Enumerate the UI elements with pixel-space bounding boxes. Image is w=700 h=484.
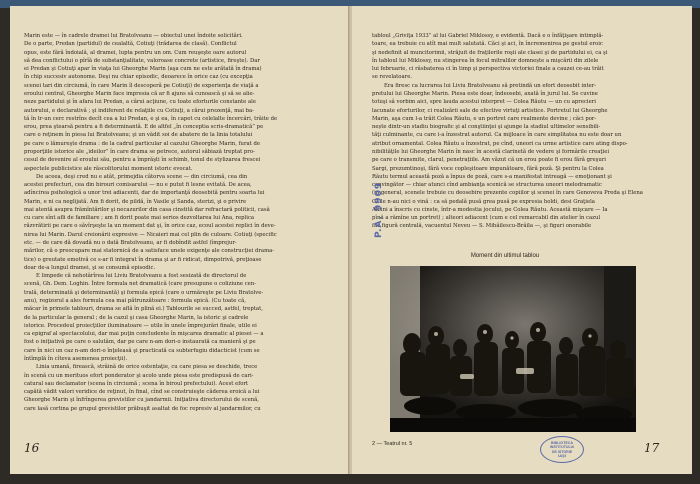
- text-line: şi nedefinit al muncitorimii, străjuit de fraţilerile roşii ale clasei şi de partidului ei, ca şi: [372, 49, 608, 56]
- text-line: aspectele publicistice ale răscolitorului moment istoric evocat.: [24, 165, 193, 172]
- text-line: lacunate eforturilor, ci realizării sale de efective virtuţi artistice. Portretul lui Gheorghe: [372, 107, 608, 114]
- text-line: măcar în primele tablouri, drama se află în plină ei.) Tablourile se succed, astfel, treptat,: [24, 306, 263, 313]
- text-line: lui februarie, ci răsbaterea ci în timp şi perspectiva victoriei finale a cauzei ce-au trăit: [372, 66, 604, 73]
- text-line: tăţi culminante, cu care i-a înzestrat autorul. Ca mijloace în care simplitatea nu este doar un: [372, 132, 622, 139]
- text-line: Albini a înscris cu cinste, într-a modestia jocului, pe Colea Răutu. Această mişcare — Ia: [372, 206, 608, 213]
- text-line: doar de-a lungul dramei, şi se consumă episodic.: [24, 264, 156, 271]
- text-line: Sargi, prezumtinoşi, fără voce copleşitoare impunătoare, fără poză. Şi pentru la Colea: [372, 165, 604, 172]
- text-line: atribut ornamental. Colea Răutu a înzestrat, pe cînd, uneori ca urme artistice care ating dispo-: [372, 140, 628, 147]
- text-line: etc. — de care dă dovadă nu o dată Bratolveanu, ar fi dobîndit astfel (împrejur-: [24, 240, 237, 247]
- text-line: fac figură centrală, vacuentul Neveu — S. Mihăilescu-Brăila —, şi figuri onorabile: [372, 223, 592, 230]
- handwritten-inventory-stamp: P.A. 9909: [374, 181, 384, 238]
- library-stamp-line: INSTITUTULUI: [549, 445, 575, 450]
- library-stamp: [540, 436, 584, 463]
- text-line: care lasă cortina pe grupul grevistilor prăbuşit asaltat de foc represiv al jandarmilor, cu: [24, 405, 261, 412]
- library-stamp-line: DE ISTORIE: [551, 449, 573, 454]
- photo-caption: Moment din ultimul tablou: [470, 253, 540, 259]
- text-line: Era firesc ca lucrarea lui Liviu Bratolveanu să pretindă un efort deosebit inter-: [384, 82, 597, 89]
- text-line: de la particular la general ; de la cazul şi casa Gheorghe Marin, la istoric şi cadrele: [24, 314, 249, 321]
- text-line: trală, determinată şi determinantă) şi formula epică (care o urmăreşte pe Liviu Bratolve-: [24, 289, 264, 296]
- text-line: răzvrătirii pe care o săvîrşeşte la un moment dat şi, în orice caz, ecoul acestei replici în deve-: [24, 223, 276, 230]
- text-line: Marin este — în cadrele dramei lui Bratolveanu — obiectul unei îndoite solicitări.: [24, 33, 243, 39]
- text-line: proporţiile istorice ale „ideilor” în care drama se petrece, autorul săbiază treptat pro-: [24, 148, 255, 155]
- text-line: Răutu termul această poză a înpus de poză, care s-a manifestat intreagă — emoţionant şi: [372, 173, 612, 180]
- text-line: E limpede că nehotărîrea lui Liviu Bratolveanu a fost sesizată de directorul de: [36, 273, 247, 280]
- text-line: acestei prefecturi, cea din birouri comisarului — nu e putut fi lesne evitată. De acea,: [24, 182, 252, 189]
- text-line: tabloul „Griviţa 1933” al lui Gabriel Miklossy, e evidentă. Dacă e o înfăţişare intimplă-: [372, 33, 604, 39]
- text-line: Marin, aşa cum l-a trăit Colea Răutu, e un portret care realmente devine ; căci por-: [372, 115, 597, 122]
- text-line: scenei tari din circiumă, în care Marin îl descoperă pe Cotiuţi) de experienţa de viaţă a: [24, 82, 259, 89]
- text-line: autorului, e declarativă ; şi indiferent de relaţiile cu Cotiuţi, a cărui prezenţă, mai ba-: [24, 107, 254, 114]
- text-line: Linia umană, firească, străină de orice ostentaţie, cu care piesa se deschide, trece: [36, 364, 258, 371]
- text-line: care o reţinem în piesa lui Bratolveanu; şi un vădit soi de abatere de la linia totalului: [24, 132, 253, 139]
- left-page-body: [24, 32, 338, 413]
- text-line: pe care o lămureşte drama : de la cadrul particular al cazului Gheorghe Marin, furat de: [24, 140, 260, 147]
- text-line: (in general, scenele trebuie cu deosebire prezente copiilor şi scenei în care Genoveva Preda şi Elena: [372, 190, 643, 197]
- photo-floor: [390, 418, 636, 432]
- text-line: în chip succesiv autonome. Deşi nu chiar episodic, deoarece în orice caz (cu excepţia: [24, 74, 253, 81]
- text-line: Marin, e ni ca neglijată. Am fi dorit, de pildă, în Vasile şi Sanda, sterizi, şi o privire: [24, 198, 247, 205]
- text-line: fost o iniţiativă pe care o salutăm, dar pe care n-am dori-o instaurată ca manieră şi pe: [24, 339, 256, 346]
- text-line: adîncirea psihologică a unor trei adiacenti, dar de importanţă deosebită pentru soarta lui: [24, 190, 265, 197]
- text-line: toare, ea trebuie cu atît mai mult salutată. Căci şi aci, în încremenirea pe gestul eroic: [372, 41, 603, 48]
- text-line: tă în tr-un cerc restrîns decît cea a lui Predan, e şi ea, în capet cu celelalte încercări, trăite de: [24, 115, 278, 122]
- page-footnote: 2 — Teatrul nr. 5: [372, 441, 413, 447]
- text-line: cu care sînt afli de familiare ; am fi dorit poate mai serios dezvoltarea lui Ana, replica: [24, 215, 255, 222]
- text-line: Căile n-au nici o vină : ca să pedală pusă grea pusă pe expresia holdi, desi Graţiela: [372, 198, 595, 205]
- text-line: pe care o transmite, clarul, penetrațiile. Am văzut că un erou poate fi erou fără greşuri: [372, 157, 606, 164]
- right-page-number: 17: [644, 441, 660, 455]
- text-line: tice) o greutate emotivă ce s-ar fi integrat în drama şi ar fi ridicat, dimpotrivă, preţioase: [24, 256, 262, 263]
- text-line: ei Predan şi Cotiuţi apar în viaţa lui Gheorghe Marin (aşa cum ne este arătată în drama): [24, 66, 262, 73]
- text-line: opus, este fără îndoială, al dramei, lupta pentru un om. Cum reuşeşte oare autorul: [24, 49, 247, 56]
- text-line: să dea conflictului o pîrîă de substanţialitate, valoroase concrete (artistice, fireşte). Dar: [24, 57, 260, 64]
- text-line: istorice. Procedeul proiecţiilor iluminatoare — utile în unele împrejurări finale, utile ei: [24, 322, 257, 329]
- text-line: anu), regizorul a ales formula cea mai pătrunzătoare : formula epică. (Cu toate că,: [24, 298, 246, 304]
- text-line: scenă, Gh. Dem. Loghin. Între formula net dramatică (care presupune o coliziune cen-: [24, 281, 257, 288]
- text-line: convingător — chiar atunci cînd ambianţa scenică se structurea uneori melodramatic: [372, 182, 602, 189]
- text-line: De aceea, deşi cred nu e atât, primejdia câtorva scene — din circiumă, cea din: [36, 173, 248, 180]
- text-line: care în nici un caz n-am dori-o înţeleasă şi practicată ca subterfugiu didacticist (cum se: [24, 347, 260, 354]
- library-stamp-line: BIBLIOTECA: [551, 441, 573, 445]
- library-stamp-line: IAŞI: [558, 453, 566, 459]
- text-line: se revelatoare.: [372, 74, 413, 81]
- text-line: cesul de devenire al eroului său, pentru a împrăşti în schimb, tonul de stylizarea frescei: [24, 157, 261, 164]
- right-page-body: [372, 32, 670, 231]
- text-line: în scenă cu un merituos efort ponderator şi acolo unde piesa este predispusă de cari-: [24, 372, 254, 379]
- text-line: capătă vădit valori veridice de reţinut, în final, cînd se construieşte căderea eroică a lui: [24, 389, 260, 396]
- text-line: nirea lui Marin. Darul creionării expresive — Nicaieri mai cel plin de culoare. Cotiuţi (specific: [24, 231, 277, 238]
- text-line: nește dintr-un stadiu biografic şi al conştiinţei şi ajunge la stadiul ultimelor sensibili-: [372, 124, 601, 131]
- text-line: totuşi să vorbim aici, spre lauda acestui interpret — Colea Răutu — un cu aprecieri: [372, 99, 596, 106]
- left-page: [10, 6, 351, 474]
- stage-photo: [390, 266, 636, 432]
- text-line: în tabloul lui Miklossy, nu stingerea în focul mitralilor domnește a mişcării din zilele: [372, 57, 599, 64]
- left-page-number: 16: [24, 441, 40, 455]
- text-line: ca epigraf al spectacolului, dar mai puţin concludente în mişcarea dramatic al piesei — a: [24, 331, 264, 338]
- text-line: eroului central, Gheorghe Marin face impresia că ar fi ajuns să cunoască şi să se alie-: [24, 90, 255, 97]
- text-line: întîmplă în cîteva asemenea proiecţii).: [24, 355, 128, 362]
- text-line: pînă a rămîne un portret) ; alteori adiacent (cum e cel remarcabil din atelier în cazul: [372, 215, 601, 222]
- text-line: pretului lui Gheorghe Marin. Piesa este doar, îndeosebi, axată în jurul lui. Se cuvine: [372, 90, 598, 97]
- text-line: nibilităţile lui Gheorghe Marin în nasc în acestă clarinetă de vedere şi formările creaţiei: [372, 148, 610, 155]
- text-line: catural sau declamator (scena în circiumă ; scena în biroul prefectului). Acest efort: [24, 380, 249, 387]
- text-line: neze partidului şi în afara lui Predan, a cărui acţiune, cu toate eforturile constante ale: [24, 99, 256, 106]
- text-line: mărilor, că o preocupare mai statornică de a satisface unele exigenţe ale construcţiei drama-: [24, 248, 275, 255]
- text-line: mai atentă asupra frămîntărilor şi necazurilor din casa cinstită dar refractară politicii, casă: [24, 206, 270, 213]
- text-line: Gheorghe Marin şi înfrîngerea grevistilor cu jandarmii. Iniţiativa directorului de scenă,: [24, 397, 259, 404]
- text-line: erou, prea ştearsă pentru a fi determinantă. E de altfel „în conceptia scris-dramatică” pe: [24, 124, 264, 131]
- text-line: De o parte, Predan (partidul) de cealaltă, Cotiuţi (trădarea de clasă). Conflictul: [24, 41, 237, 48]
